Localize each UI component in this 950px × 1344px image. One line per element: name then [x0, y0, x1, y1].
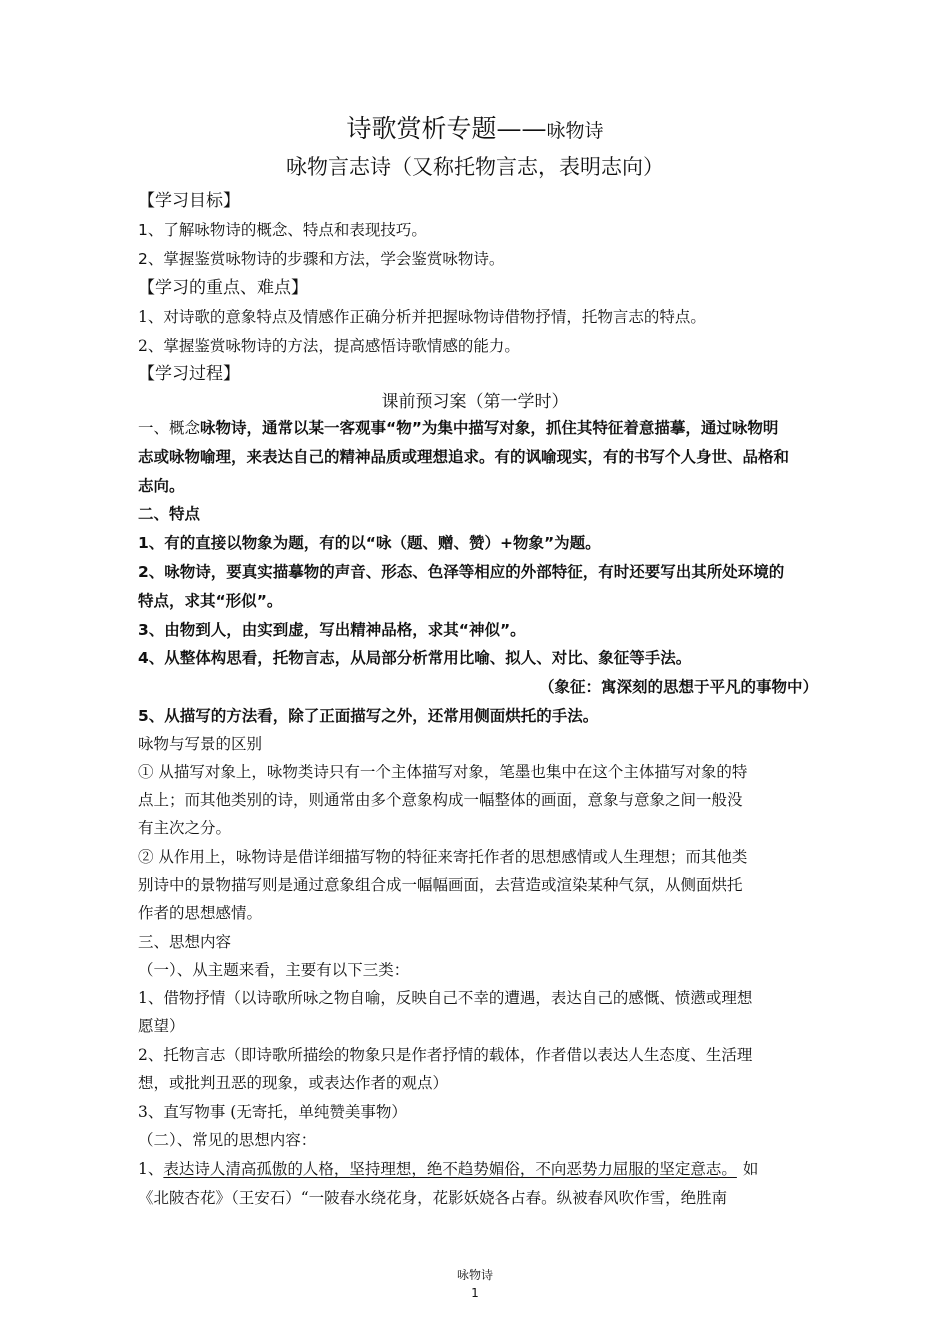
key-points-heading: 【学习的重点、难点】	[138, 278, 308, 298]
difference-line: 别诗中的景物描写则是通过意象组合成一幅幅画面，去营造或渲染某种气氛，从侧面烘托	[138, 876, 743, 894]
content-line: 《北陂杏花》（王安石）“一陂春水绕花身，花影妖娆各占春。纵被春风吹作雪，绝胜南	[138, 1189, 728, 1207]
lesson-title: 课前预习案（第一学时）	[381, 392, 569, 412]
title-main-small: 咏物诗	[546, 120, 604, 142]
content-line: 3、直写物事 (无寄托，单纯赞美事物）	[138, 1103, 407, 1121]
difference-line: ① 从描写对象上，咏物类诗只有一个主体描写对象，笔墨也集中在这个主体描写对象的特	[138, 763, 748, 781]
content-subheading: （二）、常见的思想内容：	[138, 1131, 317, 1149]
content-line: 1、借物抒情（以诗歌所咏之物自喻，反映自己不幸的遭遇，表达自己的感慨、愤懑或理想	[138, 989, 753, 1007]
content-line: 2、托物言志（即诗歌所描绘的物象只是作者抒情的载体，作者借以表达人生态度、生活理	[138, 1046, 753, 1064]
concept-lead: 一、概念	[138, 419, 201, 437]
process-heading: 【学习过程】	[138, 364, 240, 384]
content-line	[138, 1159, 818, 1179]
key-point-item: 2、掌握鉴赏咏物诗的方法，提高感悟诗歌情感的能力。	[138, 337, 520, 355]
feature-line: 3、由物到人，由实到虚，写出精神品格，求其“神似”。	[138, 621, 526, 639]
content-subheading: （一）、从主题来看，主要有以下三类：	[138, 961, 410, 979]
difference-line: ② 从作用上，咏物诗是借详细描写物的特征来寄托作者的思想感情或人生理想；而其他类	[138, 848, 748, 866]
difference-line: 作者的思想感情。	[138, 904, 263, 922]
difference-line: 有主次之分。	[138, 819, 232, 837]
features-heading: 二、特点	[138, 505, 201, 523]
content-line: 想，或批判丑恶的现象，或表达作者的观点）	[138, 1074, 449, 1092]
symbol-note: （象征：寓深刻的思想于平凡的事物中）	[538, 678, 818, 696]
difference-line: 点上；而其他类别的诗，则通常由多个意象构成一幅整体的画面，意象与意象之间一般没	[138, 791, 743, 809]
content-item-number: 1、	[138, 1160, 164, 1178]
page-number: 1	[471, 1286, 479, 1300]
goals-heading: 【学习目标】	[138, 191, 240, 211]
difference-heading: 咏物与写景的区别	[138, 735, 263, 753]
content-line: 愿望）	[138, 1017, 185, 1035]
content-item-tail: 如	[742, 1160, 759, 1178]
page-title	[0, 112, 950, 148]
feature-line: 2、咏物诗，要真实描摹物的声音、形态、色泽等相应的外部特征，有时还要写出其所处环境的	[138, 563, 785, 581]
key-point-item: 1、对诗歌的意象特点及情感作正确分析并把握咏物诗借物抒情，托物言志的特点。	[138, 308, 706, 326]
feature-line: 特点，求其“形似”。	[138, 592, 283, 610]
goal-item: 2、掌握鉴赏咏物诗的步骤和方法，学会鉴赏咏物诗。	[138, 250, 505, 268]
content-heading: 三、思想内容	[138, 933, 232, 951]
concept-text: 咏物诗，通常以某一客观事“物”为集中描写对象，抓住其特征着意描摹，通过咏物明	[200, 419, 779, 437]
goal-item: 1、了解咏物诗的概念、特点和表现技巧。	[138, 221, 427, 239]
footer-label: 咏物诗	[456, 1268, 493, 1282]
title-main: 诗歌赏析专题——	[346, 114, 547, 143]
concept-line: 志向。	[138, 477, 185, 495]
underlined-text: 表达诗人清高孤傲的人格，坚持理想，绝不趋势媚俗，不向恶势力屈服的坚定意志。	[163, 1160, 737, 1178]
page-subtitle: 咏物言志诗（又称托物言志，表明志向）	[286, 155, 664, 179]
feature-line: 1、有的直接以物象为题，有的以“咏（题、赠、赞）+物象”为题。	[138, 534, 601, 552]
feature-line: 4、从整体构思看，托物言志，从局部分析常用比喻、拟人、对比、象征等手法。	[138, 649, 692, 667]
concept-line: 志或咏物喻理，来表达自己的精神品质或理想追求。有的讽喻现实，有的书写个人身世、品格和	[138, 448, 790, 466]
concept-line	[138, 418, 818, 439]
feature-line: 5、从描写的方法看，除了正面描写之外，还常用侧面烘托的手法。	[138, 707, 599, 725]
